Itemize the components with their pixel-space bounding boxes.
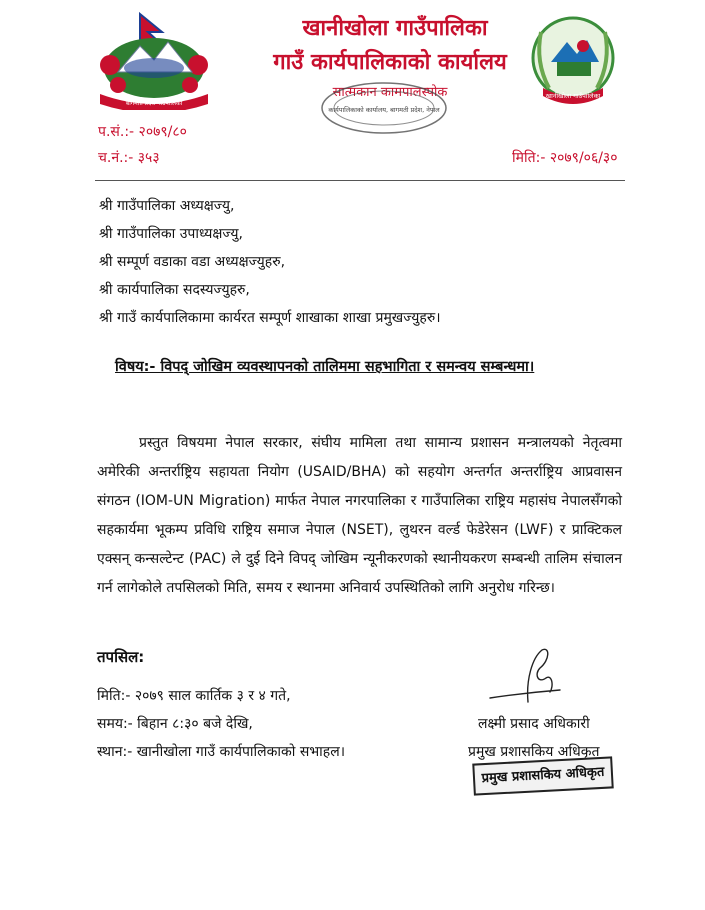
official-stamp [472, 756, 613, 795]
stamp-text: प्रमुख प्रशासकिय अधिकृत [481, 764, 605, 787]
addressee-line: श्री गाउँ कार्यपालिकामा कार्यरत सम्पूर्ण शाखाका शाखा प्रमुखज्युहरु। [99, 310, 441, 326]
letter-subject: विषय:- विपद् जोखिम व्यवस्थापनको तालिममा सहभागिता र समन्वय सम्बन्धमा। [115, 359, 535, 375]
nepal-emblem-logo [88, 10, 220, 110]
signatory-title: प्रमुख प्रशासकिय अधिकृत [468, 744, 600, 760]
office-title: गाउँ कार्यपालिकाको कार्यालय [273, 50, 507, 75]
letter-body [97, 429, 622, 603]
detail-place: स्थान:- खानीखोला गाउँ कार्यपालिकाको सभाहल। [97, 744, 346, 760]
body-paragraph: प्रस्तुत विषयमा नेपाल सरकार, संघीय मामिला तथा सामान्य प्रशासन मन्त्रालयको नेतृत्वमा अमेरिकी अन्तर्राष्ट्रिय सहायता नियोग (USAID/BHA) को सहयोग अन्तर्गत अन्तर्राष्ट्रिय आप्रवासन संगठन (IOM-UN Migration) मार्फत नेपाल नगरपालिका र गाउँपालिका राष्ट्रिय महासंघ नेपालसँगको सहकार्यमा भूकम्प प्रविधि राष्ट्रिय समाज नेपाल (NSET), लुथरन वर्ल्ड फेडेरेसन (LWF) र प्राक्टिकल एक्सन् कन्सल्टेन्ट (PAC) ले दुई दिने विपद् जोखिम न्यूनीकरणको स्थानीयकरण सम्बन्धी तालिम संचालन गर्न लागेकोले तपसिलको मिति, समय र स्थानमा अनिवार्य उपस्थितिको लागि अनुरोध गरिन्छ। [97, 435, 622, 596]
addressee-line: श्री सम्पूर्ण वडाका वडा अध्यक्षज्युहरु, [99, 254, 286, 270]
header-divider [95, 180, 625, 181]
addressee-line: श्री कार्यपालिका सदस्यज्युहरु, [99, 282, 250, 298]
detail-time: समय:- बिहान ८:३० बजे देखि, [97, 716, 253, 732]
logo-right-caption: खानीखोला गाउँपालिका [545, 92, 601, 100]
logo-left-caption: बागमती प्रदेश गाउँपालिका [125, 100, 183, 107]
letter-number: प.सं.:- २०७९/८० [98, 124, 187, 140]
dispatch-number: च.नं.:- ३५३ [98, 150, 160, 166]
office-address: सात्मकान कामपालस्पोक [332, 85, 448, 100]
details-heading: तपसिल: [97, 648, 145, 666]
seal-text: कार्यपालिकाको कार्यालय, बागमती प्रदेश, नेपाल [328, 106, 440, 114]
letter-date: मिति:- २०७९/०६/३० [512, 150, 618, 166]
addressee-line: श्री गाउँपालिका अध्यक्षज्यु, [99, 198, 235, 214]
detail-date: मिति:- २०७९ साल कार्तिक ३ र ४ गते, [97, 688, 291, 704]
municipality-title: खानीखोला गाउँपालिका [302, 16, 488, 41]
signatory-name: लक्ष्मी प्रसाद अधिकारी [478, 716, 590, 732]
addressee-line: श्री गाउँपालिका उपाध्यक्षज्यु, [99, 226, 243, 242]
handwritten-signature [480, 640, 590, 710]
office-seal-stamp [317, 80, 452, 136]
municipality-logo [527, 12, 619, 108]
